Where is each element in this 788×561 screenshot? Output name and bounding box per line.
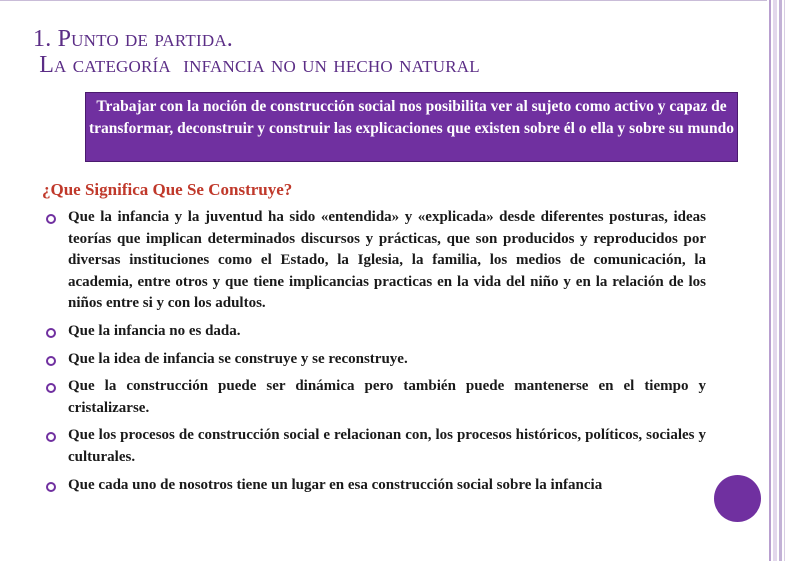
right-stripe: [784, 0, 788, 561]
section-subtitle: ¿Que Significa Que Se Construye?: [42, 180, 293, 199]
hollow-circle-bullet-icon: [46, 214, 56, 224]
top-border: [0, 0, 767, 1]
list-item-text: Que la construcción puede ser dinámica pero también puede mantenerse en el tiempo y cristalizarse.: [68, 378, 706, 416]
list-item-text: Que la infancia y la juventud ha sido «entendida» y «explicada» desde diferentes posturas, ideas teorías que implican determinados discursos y prácticas, que son producidos y reproducidos por diversas instituciones como el Estado, la Iglesia, la familia, los medios de comunicación, la academia, entre otros y que tiene implicancias practicas en la vida del niño y en la relación de los niños entre si y con los adultos.: [68, 209, 706, 312]
list-item: [44, 349, 706, 371]
hollow-circle-bullet-icon: [46, 356, 56, 366]
list-item: [44, 475, 706, 497]
slide-title-line-2: La categoría infancia no un hecho natural: [33, 52, 480, 78]
list-item-text: Que la infancia no es dada.: [68, 322, 241, 339]
list-item: [44, 376, 706, 419]
right-stripe: [779, 0, 782, 561]
list-item-text: Que la idea de infancia se construye y se reconstruye.: [68, 350, 408, 367]
list-item-text: Que los procesos de construcción social e relacionan con, los procesos históricos, políticos, sociales y culturales.: [68, 427, 706, 465]
hollow-circle-bullet-icon: [46, 482, 56, 492]
hollow-circle-bullet-icon: [46, 328, 56, 338]
slide-title: [33, 26, 480, 78]
decorative-circle-icon: [714, 475, 761, 522]
right-stripe: [773, 0, 777, 561]
bullet-list: [44, 207, 706, 502]
callout-box: [85, 92, 738, 162]
list-item-text: Que cada uno de nosotros tiene un lugar en esa construcción social sobre la infancia: [68, 476, 603, 493]
callout-text: Trabajar con la noción de construcción social nos posibilita ver al sujeto como activo y capaz de transformar, deconstruir y construir las explicaciones que existen sobre él o ella y sobre su mundo: [89, 98, 734, 137]
list-item: [44, 207, 706, 315]
list-item: [44, 425, 706, 468]
hollow-circle-bullet-icon: [46, 383, 56, 393]
slide-title-line-1: 1. Punto de partida.: [33, 26, 234, 52]
right-stripe: [769, 0, 771, 561]
list-item: [44, 321, 706, 343]
hollow-circle-bullet-icon: [46, 432, 56, 442]
